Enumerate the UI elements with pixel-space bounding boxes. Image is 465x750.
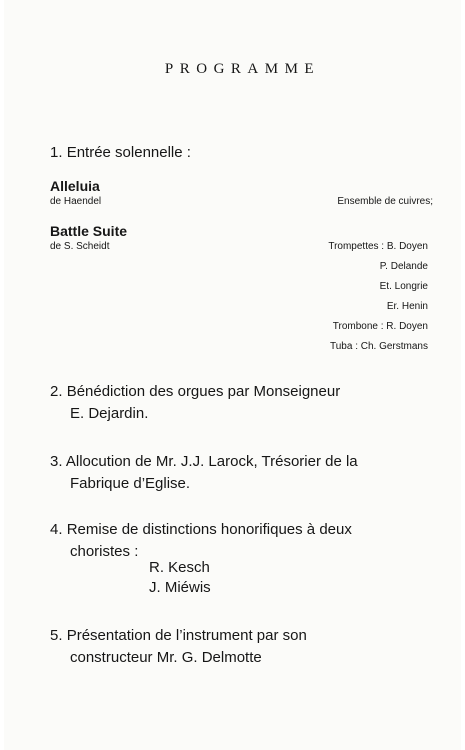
item-text-continued: constructeur Mr. G. Delmotte [70,649,262,666]
choristers-list [149,558,211,598]
player-line: Trompettes : B. Doyen [328,241,428,252]
player-line: Et. Longrie [379,281,428,292]
item-text: Bénédiction des orgues par Monseigneur [66,383,341,400]
programme-page [4,0,461,750]
piece-composer: de Haendel [50,196,102,207]
player-line: Trombone : R. Doyen [332,321,428,332]
programme-item-2 [50,381,340,425]
item-text: Allocution de Mr. J.J. Larock, Trésorier de la [65,453,358,470]
piece-battle-suite [50,222,127,254]
item-text-continued: E. Dejardin. [70,405,149,422]
item-text: Remise de distinctions honorifiques à deux [66,521,352,538]
piece-name: Battle Suite [50,223,128,239]
player-line: P. Delande [379,261,428,272]
page-title: PROGRAMME [164,61,321,77]
piece-composer: de S. Scheidt [50,241,110,252]
item-text-continued: Fabrique d’Eglise. [70,475,191,492]
piece-alleluia [50,177,101,209]
player-line: Er. Henin [386,301,428,312]
item-text: Entrée solennelle : [66,144,191,161]
programme-item-4 [50,519,352,563]
item-number: 3. [50,453,63,470]
item-text-continued: choristes : [70,543,139,560]
ensemble-label: Ensemble de cuivres; [337,196,433,207]
item-number: 4. [50,521,63,538]
chorister-name: J. Miéwis [149,579,211,596]
players-list [328,240,428,360]
programme-item-1 [50,142,191,164]
piece-name: Alleluia [50,178,100,194]
item-number: 2. [50,383,63,400]
item-number: 1. [50,144,63,161]
programme-item-3 [50,451,358,495]
item-number: 5. [50,627,63,644]
programme-item-5 [50,625,307,669]
player-line: Tuba : Ch. Gerstmans [330,341,428,352]
item-text: Présentation de l’instrument par son [66,627,307,644]
chorister-name: R. Kesch [149,559,210,576]
